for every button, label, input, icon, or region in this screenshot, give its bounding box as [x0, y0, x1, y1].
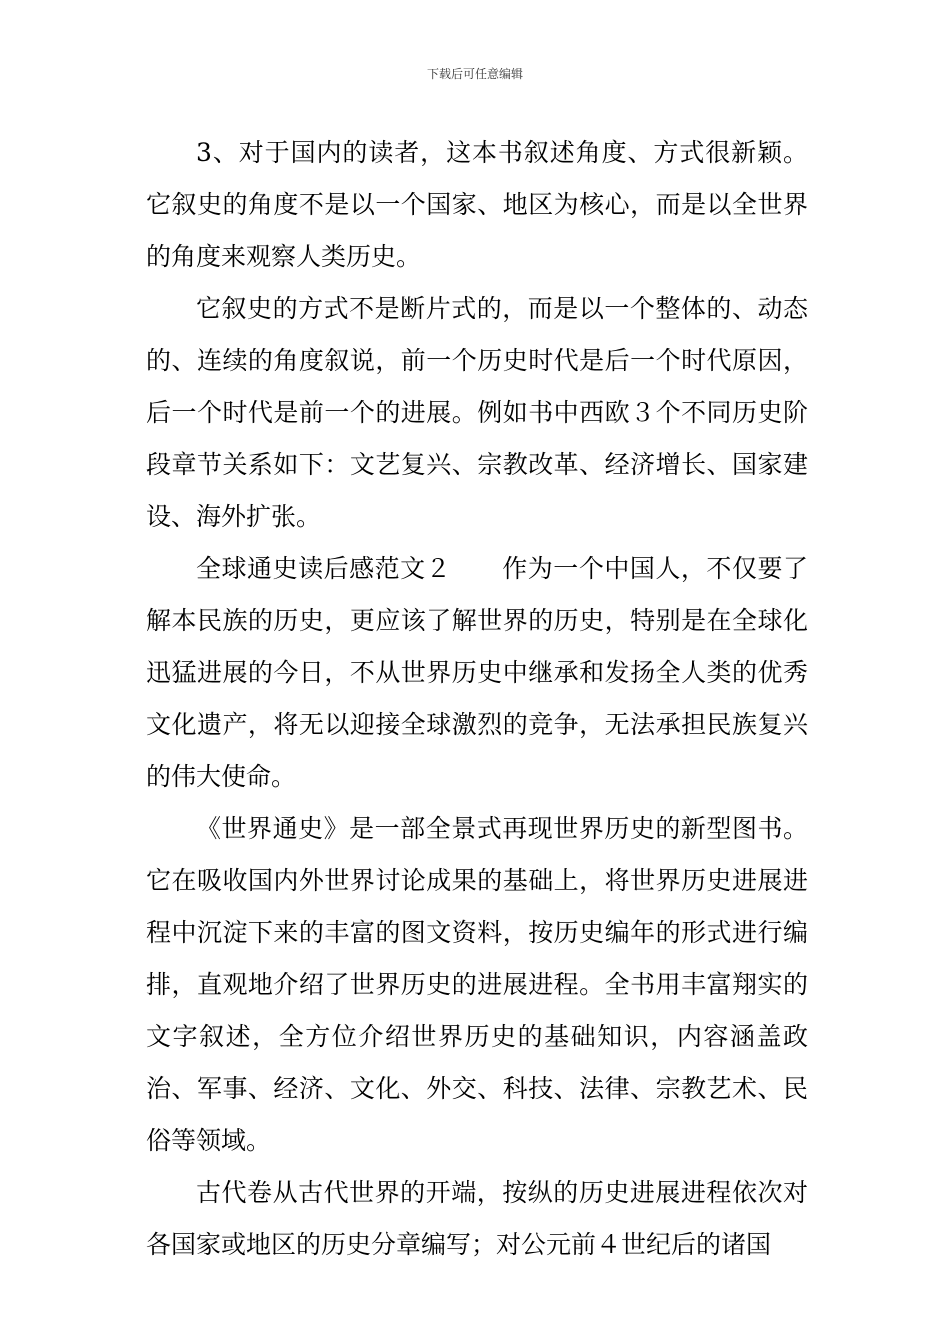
paragraph: 古代卷从古代世界的开端，按纵的历史进展进程依次对各国家或地区的历史分章编写；对公元前４世纪后的诸国 [146, 1178, 808, 1259]
document-body [146, 127, 808, 1271]
paragraph: 3、对于国内的读者，这本书叙述角度、方式很新颖。它叙史的角度不是以一个国家、地区为核心，而是以全世界的角度来观察人类历史。 [146, 138, 808, 271]
paragraph: 《世界通史》是一部全景式再现世界历史的新型图书。它在吸收国内外世界讨论成果的基础上，将世界历史进展进程中沉淀下来的丰富的图文资料，按历史编年的形式进行编排，直观地介绍了世界历史的进展进程。全书用丰富翔实的文字叙述，全方位介绍世界历史的基础知识，内容涵盖政治、军事、经济、文化、外交、科技、法律、宗教艺术、民俗等领域。 [146, 814, 808, 1155]
paragraph: 它叙史的方式不是断片式的，而是以一个整体的、动态的、连续的角度叙说，前一个历史时代是后一个时代原因，后一个时代是前一个的进展。例如书中西欧３个不同历史阶段章节关系如下：文艺复兴、宗教改革、经济增长、国家建设、海外扩张。 [146, 294, 808, 531]
paragraph: 全球通史读后感范文２ 作为一个中国人，不仅要了解本民族的历史，更应该了解世界的历史，特别是在全球化迅猛进展的今日，不从世界历史中继承和发扬全人类的优秀文化遗产，将无以迎接全球激烈的竞争，无法承担民族复兴的伟大使命。 [146, 554, 808, 791]
page-header: 下载后可任意编辑 [426, 67, 523, 81]
